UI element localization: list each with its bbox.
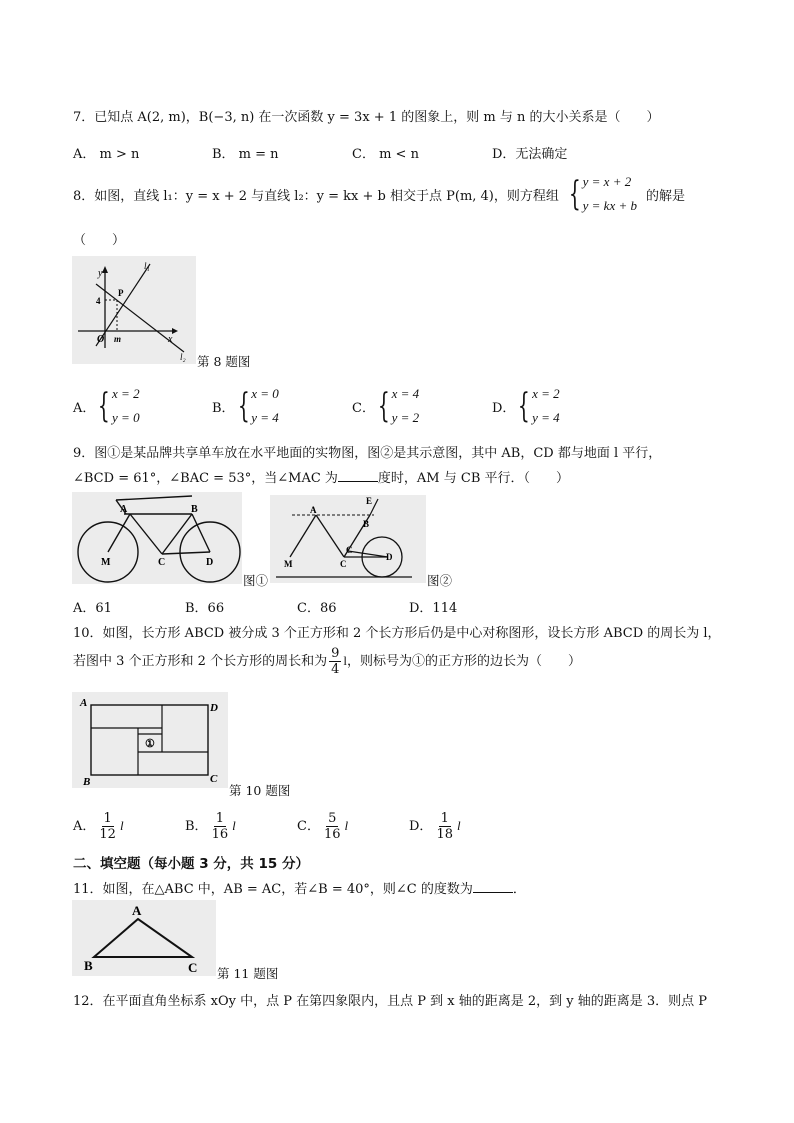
q10-option-d-var: l [456,818,461,833]
q10-option-c-num: 5 [328,811,337,826]
q11-triangle-diagram [72,900,216,976]
q8-option-d-row-2: y = 4 [532,410,560,425]
q10-figure [72,692,228,788]
q9-figure-2 [270,495,426,583]
fig10-b-label: B [83,776,91,788]
q8-option-c-letter: C． [352,400,375,416]
q10-option-a-den: 12 [99,827,116,842]
q10-line-1: 10．如图，长方形 ABCD 被分成 3 个正方形和 2 个长方形后仍是中心对称图形，设长方形 ABCD 的周长为 l， [73,626,721,641]
fig8-m-label: m [114,334,122,344]
q9-line-2 [73,467,569,486]
q10-option-b-den: 16 [211,827,229,842]
q8-option-d-letter: D． [492,400,516,416]
q10-option-c-var: l [344,818,349,833]
fig9a-c-label: C [158,557,166,568]
brace-icon: { [237,386,250,426]
q10-fraction-den: 4 [331,662,340,677]
q8-system-row-2: y = kx + b [582,198,637,213]
fig8-y-label: y [98,268,103,279]
q10-option-d-num: 1 [440,811,449,826]
fig8-p-label: P [118,288,124,298]
q12-text: 12．在平面直角坐标系 xOy 中，点 P 在第四象限内，且点 P 到 x 轴的距离是 2，到 y 轴的距离是 3．则点 P [73,994,708,1009]
q8-option-d-row-1: x = 2 [532,386,560,401]
q8-option-a [73,382,140,430]
q10-option-d-letter: D． [409,819,433,834]
q9-line-2-start: ∠BCD = 61°，∠BAC = 53°，当∠MAC 为 [73,471,338,486]
fig11-b-label: B [84,958,93,973]
q8-option-a-letter: A． [73,400,96,416]
q8-system [566,170,637,218]
q8-text: 8．如图，直线 l₁：y = x + 2 与直线 l₂：y = kx + b 相交于点 P(m, 4)，则方程组 [73,189,559,204]
q10-option-a-num: 1 [103,811,112,826]
q9-option-d: D．114 [409,601,458,616]
brace-icon: { [518,386,531,426]
brace-icon: { [568,174,581,214]
q9-option-a: A．61 [73,601,112,616]
q7-option-d: D．无法确定 [492,147,568,162]
fig9b-a-label: A [310,505,317,515]
fig11-a-label: A [132,903,142,918]
fig9b-m-label: M [284,559,293,569]
brace-icon: { [377,386,390,426]
fig8-4-label: 4 [96,296,101,306]
q10-line-2-start: 若图中 3 个正方形和 2 个长方形的周长和为 [73,654,328,669]
fig9b-b-label: B [363,519,370,529]
q10-option-b-var: l [232,818,236,833]
q9-line-2-end: 度时，AM 与 CB 平行．（ ） [377,471,570,486]
q8-caption: 第 8 题图 [197,354,251,369]
q8-tail: 的解是 [646,189,686,204]
q8-option-b-row-1: x = 0 [251,386,279,401]
q10-option-a-letter: A． [73,819,96,834]
q11-figure [72,900,216,976]
q7-option-c: C． m < n [352,147,419,162]
q9-figure-1 [72,492,242,584]
q8-paren: （ ） [73,233,126,248]
q8-option-a-row-1: x = 2 [112,386,140,401]
fig10-circled-one-label: ① [145,738,155,750]
q10-caption: 第 10 题图 [229,783,291,798]
q8-option-c-row-1: x = 4 [391,386,420,401]
q11-caption: 第 11 题图 [217,966,279,981]
q11-text-end: ． [512,882,526,897]
q8-option-b-row-2: y = 4 [251,410,279,425]
fig8-o-label: O [97,334,105,345]
fig8-l2-label: l₂ [180,352,186,362]
q10-option-c-letter: C． [297,819,320,834]
q11-text-start: 11．如图，在△ABC 中，AB = AC，若∠B = 40°，则∠C 的度数为 [73,882,473,897]
fig10-c-label: C [210,773,218,785]
q8-option-a-row-2: y = 0 [112,410,140,425]
q8-option-c [352,382,419,430]
fig10-a-label: A [80,697,88,709]
q10-fraction [329,646,341,677]
fig9a-b-label: B [191,504,198,515]
q8-system-row-1: y = x + 2 [582,174,632,189]
fig9b-e-label: E [366,496,373,506]
fig9b-d-label: D [386,552,393,562]
q10-option-d [409,811,461,842]
q9-answer-blank [338,469,378,482]
fig9b-c1-label: C [340,559,347,569]
q8-option-c-row-2: y = 2 [391,410,420,425]
q8-figure [72,256,196,364]
section-2-heading: 二、填空题（每小题 3 分，共 15 分） [73,856,309,872]
fig9a-d-label: D [206,557,214,568]
q10-option-a-var: l [119,818,124,833]
q10-option-b-num: 1 [215,811,224,826]
fig9b-c2-label: C [346,545,353,555]
q9-figure-2-caption: 图② [427,573,453,588]
q10-option-a [73,811,124,842]
q8-option-b [212,382,279,430]
q9-bicycle-photo [72,492,242,584]
q10-option-c [297,811,348,842]
fig10-d-label: D [210,702,218,714]
q10-option-b [185,811,236,842]
q9-line-1: 9．图①是某品牌共享单车放在水平地面的实物图，图②是其示意图，其中 AB，CD 都与地面 l 平行， [73,446,662,461]
fig9a-a-label: A [120,504,128,515]
q10-rectangle-diagram [72,692,228,788]
q10-option-b-letter: B． [185,819,208,834]
q11-text [73,878,526,897]
q9-option-c: C．86 [297,601,337,616]
q10-option-d-den: 18 [436,827,453,842]
q10-line-2-end: l，则标号为①的正方形的边长为（ ） [343,653,581,668]
q10-option-c-den: 16 [323,827,341,842]
q10-line-2 [73,646,581,677]
fig11-c-label: C [188,960,198,975]
q11-answer-blank [473,880,513,893]
brace-icon: { [98,386,111,426]
fig9a-m-label: M [101,557,111,568]
q9-figure-1-caption: 图① [243,573,269,588]
q8-graph [72,256,196,364]
q8-option-b-letter: B． [212,400,235,416]
q8-option-d [492,382,560,430]
q10-fraction-num: 9 [331,646,340,661]
q7-option-a: A． m > n [73,147,140,162]
q9-option-b: B．66 [185,601,225,616]
q7-option-b: B． m = n [212,147,279,162]
q9-bicycle-diagram [270,495,426,583]
fig8-x-label: x [168,334,173,345]
fig8-l1-label: l₁ [144,261,150,271]
q7-text: 7．已知点 A(2, m)，B(−3, n) 在一次函数 y = 3x + 1 的图象上，则 m 与 n 的大小关系是（ ） [73,110,660,125]
